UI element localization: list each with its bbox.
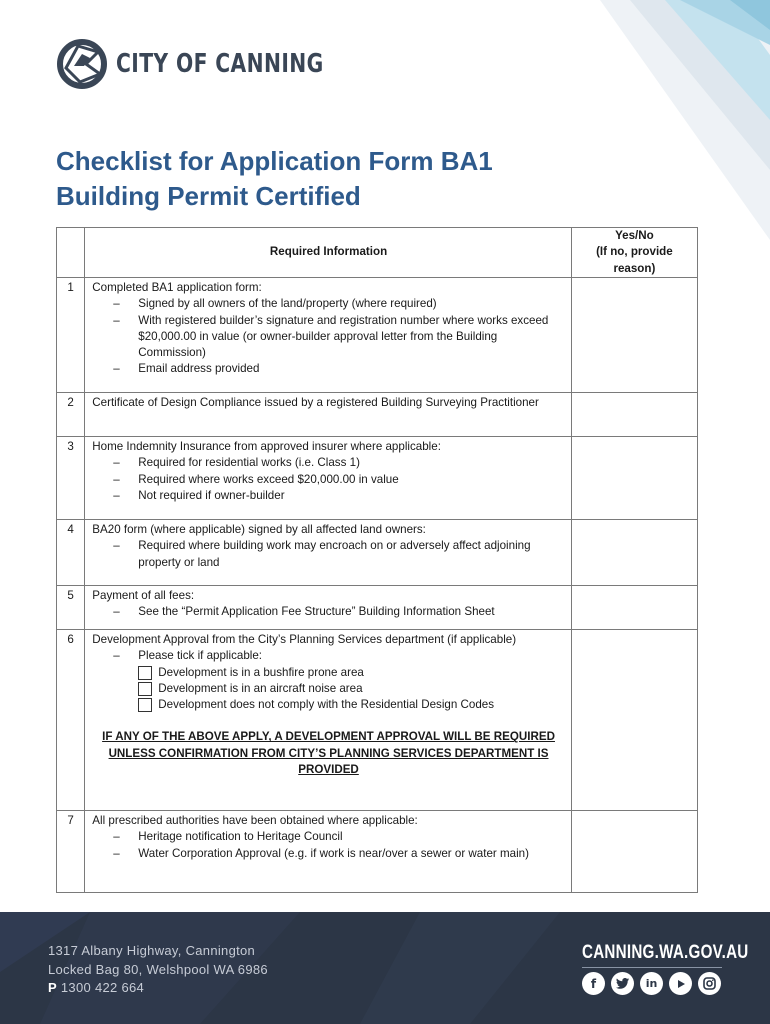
yes-no-cell[interactable] xyxy=(571,393,697,437)
bullet-item: – Email address provided xyxy=(113,362,260,376)
row-text: Home Indemnity Insurance from approved insurer where applicable: xyxy=(92,440,441,453)
row-info xyxy=(85,630,572,811)
table-header-row xyxy=(57,228,698,278)
aircraft-noise-checkbox[interactable] xyxy=(138,682,152,696)
row-info xyxy=(85,437,572,520)
bullet-item: – Required for residential works (i.e. Class 1) xyxy=(113,456,360,470)
bullet-item: – Required where works exceed $20,000.00 in value xyxy=(113,472,399,486)
yes-no-cell[interactable] xyxy=(571,811,697,893)
phone-label: P xyxy=(48,980,57,995)
row-text: Payment of all fees: xyxy=(92,589,195,602)
header-yes-no-line-2: (If no, provide xyxy=(596,245,673,259)
tick-item-aircraft-noise: Development is in an aircraft noise area xyxy=(92,681,565,697)
website-underline xyxy=(582,967,722,968)
row-number: 4 xyxy=(57,520,85,586)
yes-no-cell[interactable] xyxy=(571,278,697,393)
row-info xyxy=(85,278,572,393)
bullet-item: – Heritage notification to Heritage Council xyxy=(113,830,343,844)
row-info xyxy=(85,586,572,630)
table-row xyxy=(57,630,698,811)
row-number: 1 xyxy=(57,278,85,393)
title-line-1: Checklist for Application Form BA1 xyxy=(56,146,493,176)
bullet-item: – With registered builder’s signature and registration number where works exceed $20,000.00 in value (or owner-builder approval letter from the Building Commission) xyxy=(113,313,549,360)
yes-no-cell[interactable] xyxy=(571,437,697,520)
header-number-cell xyxy=(57,228,85,278)
header-yes-no-line-1: Yes/No xyxy=(615,229,654,243)
row-number: 3 xyxy=(57,437,85,520)
bullet-item: – Signed by all owners of the land/property (where required) xyxy=(113,297,437,311)
org-name: CITY OF CANNING xyxy=(116,49,324,79)
page-title xyxy=(56,144,493,214)
row-info xyxy=(85,811,572,893)
approval-warning: IF ANY OF THE ABOVE APPLY, A DEVELOPMENT APPROVAL WILL BE REQUIRED UNLESS CONFIRMATION FROM CITY’S PLANNING SERVICES DEPARTMENT IS PROVIDED xyxy=(102,730,555,777)
row-info xyxy=(85,520,572,586)
row-number: 5 xyxy=(57,586,85,630)
social-icons xyxy=(582,972,721,995)
tick-item-bushfire: Development is in a bushfire prone area xyxy=(92,665,565,681)
yes-no-cell[interactable] xyxy=(571,520,697,586)
instagram-icon[interactable] xyxy=(698,972,721,995)
bullet-item: – Please tick if applicable: xyxy=(113,649,263,663)
table-row xyxy=(57,520,698,586)
bullet-item: – See the “Permit Application Fee Structure” Building Information Sheet xyxy=(113,605,495,619)
bullet-item: – Required where building work may encroach on or adversely affect adjoining property or land xyxy=(113,539,531,569)
bullet-item: – Water Corporation Approval (e.g. if work is near/over a sewer or water main) xyxy=(113,846,529,860)
twitter-icon[interactable] xyxy=(611,972,634,995)
row-text: BA20 form (where applicable) signed by all affected land owners: xyxy=(92,523,426,536)
phone-number: 1300 422 664 xyxy=(60,980,145,995)
address-line-1: 1317 Albany Highway, Cannington xyxy=(48,943,256,958)
row-text: Development Approval from the City’s Planning Services department (if applicable) xyxy=(92,633,517,646)
address-line-2: Locked Bag 80, Welshpool WA 6986 xyxy=(48,961,268,977)
yes-no-cell[interactable] xyxy=(571,586,697,630)
bushfire-checkbox[interactable] xyxy=(138,666,152,680)
row-text: All prescribed authorities have been obtained where applicable: xyxy=(92,814,418,827)
design-codes-checkbox[interactable] xyxy=(138,698,152,712)
row-number: 2 xyxy=(57,393,85,437)
phone-line xyxy=(48,979,268,998)
checklist-table xyxy=(56,227,698,893)
facebook-icon[interactable]: f xyxy=(582,972,605,995)
row-text: Certificate of Design Compliance issued by a registered Building Surveying Practitioner xyxy=(92,396,539,409)
header-required-info: Required Information xyxy=(85,228,572,278)
city-logo-icon xyxy=(56,38,108,90)
table-row xyxy=(57,586,698,630)
table-row xyxy=(57,811,698,893)
row-text: Completed BA1 application form: xyxy=(92,281,262,294)
city-logo xyxy=(56,38,382,90)
bullet-item: – Not required if owner-builder xyxy=(113,488,285,502)
row-number: 6 xyxy=(57,630,85,811)
yes-no-cell[interactable] xyxy=(571,630,697,811)
youtube-icon[interactable] xyxy=(669,972,692,995)
header-yes-no xyxy=(571,228,697,278)
tick-item-design-codes: Development does not comply with the Residential Design Codes xyxy=(92,697,565,713)
linkedin-icon[interactable]: in xyxy=(640,972,663,995)
header-yes-no-line-3: reason) xyxy=(613,261,656,275)
website-link[interactable]: CANNING.WA.GOV.AU xyxy=(582,942,749,963)
row-info xyxy=(85,393,572,437)
row-number: 7 xyxy=(57,811,85,893)
table-row xyxy=(57,393,698,437)
table-row xyxy=(57,278,698,393)
title-line-2: Building Permit Certified xyxy=(56,181,361,211)
footer xyxy=(0,912,770,1024)
footer-address xyxy=(48,942,268,998)
table-row xyxy=(57,437,698,520)
